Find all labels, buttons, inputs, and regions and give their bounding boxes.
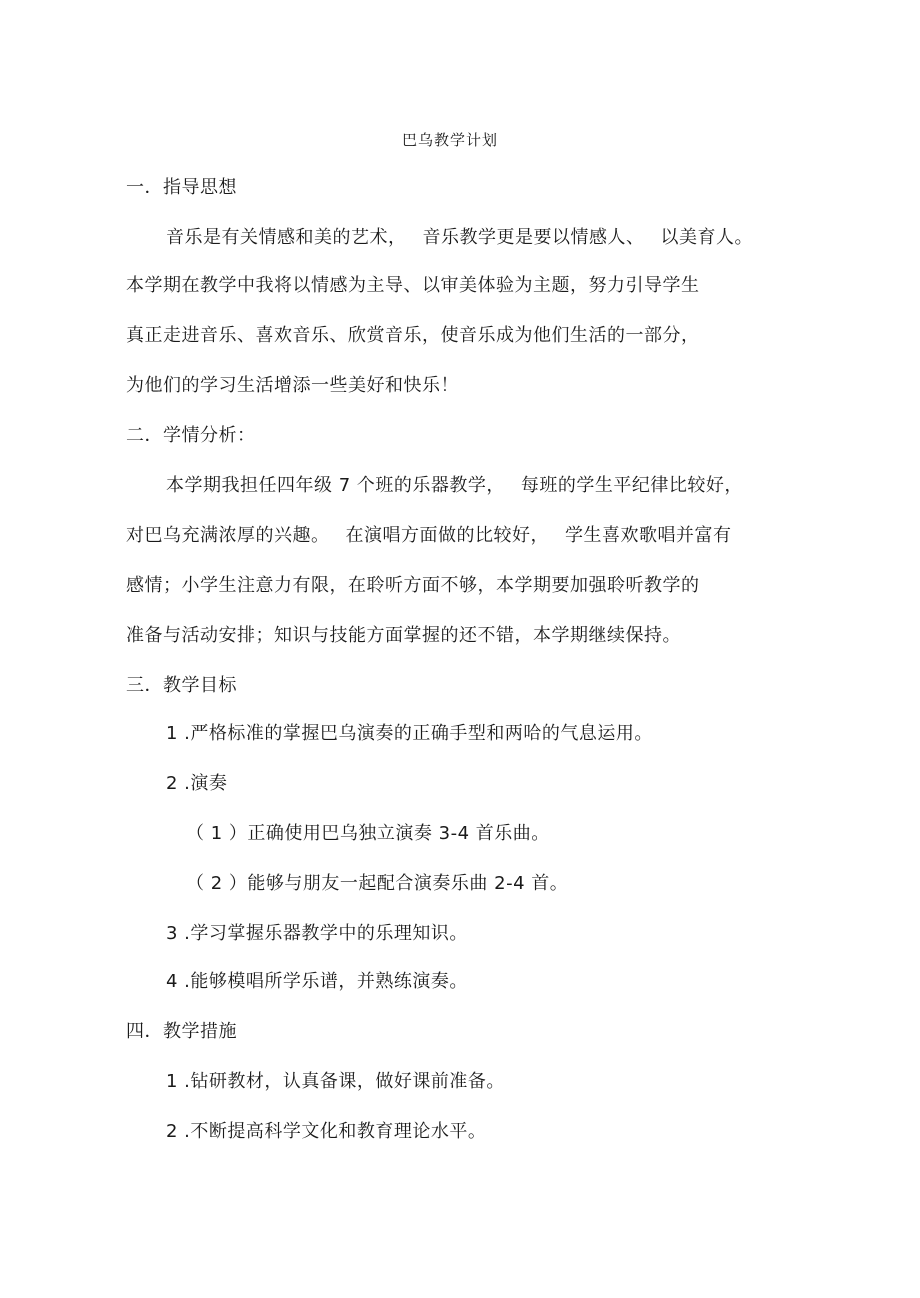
section-heading-teaching-goals: 三．教学目标	[126, 675, 237, 696]
section-heading-teaching-measures: 四．教学措施	[126, 1021, 237, 1042]
section-heading-guiding-idea: 一．指导思想	[126, 177, 237, 198]
text-segment: 学生喜欢歌唱并富有	[565, 525, 732, 546]
list-item: （ 2 ）能够与朋友一起配合演奏乐曲 2-4 首。	[186, 873, 569, 894]
list-item: 4 .能够模唱所学乐谱，并熟练演奏。	[166, 971, 468, 992]
list-item: 2 .不断提高科学文化和教育理论水平。	[166, 1121, 487, 1142]
paragraph-line	[166, 226, 753, 250]
paragraph-line	[166, 474, 743, 498]
paragraph-line: 真正走进音乐、喜欢音乐、欣赏音乐，使音乐成为他们生活的一部分，	[126, 325, 700, 346]
paragraph-line: 为他们的学习生活增添一些美好和快乐！	[126, 375, 459, 396]
text-segment: 以美育人。	[660, 227, 753, 248]
list-item: 3 .学习掌握乐器教学中的乐理知识。	[166, 923, 468, 944]
document-title: 巴乌教学计划	[402, 131, 499, 149]
section-heading-student-analysis: 二．学情分析：	[126, 425, 256, 446]
paragraph-line: 感情；小学生注意力有限，在聆听方面不够，本学期要加强聆听教学的	[126, 575, 700, 596]
text-segment: 本学期我担任四年级 7 个班的乐器教学，	[166, 475, 505, 496]
list-item: 1 .严格标准的掌握巴乌演奏的正确手型和两哈的气息运用。	[166, 723, 653, 744]
text-segment: 音乐教学更是要以情感人、	[422, 227, 645, 248]
text-segment: 对巴乌充满浓厚的兴趣。	[126, 525, 330, 546]
list-item: 1 .钻研教材，认真备课，做好课前准备。	[166, 1071, 505, 1092]
list-item: （ 1 ）正确使用巴乌独立演奏 3-4 首乐曲。	[186, 823, 550, 844]
paragraph-line: 准备与活动安排；知识与技能方面掌握的还不错，本学期继续保持。	[126, 625, 681, 646]
text-segment: 每班的学生平纪律比较好，	[520, 475, 743, 496]
list-item: 2 .演奏	[166, 773, 228, 794]
paragraph-line: 本学期在教学中我将以情感为主导、以审美体验为主题，努力引导学生	[126, 275, 700, 296]
text-segment: 音乐是有关情感和美的艺术，	[166, 227, 407, 248]
paragraph-line	[126, 524, 732, 548]
text-segment: 在演唱方面做的比较好，	[345, 525, 549, 546]
